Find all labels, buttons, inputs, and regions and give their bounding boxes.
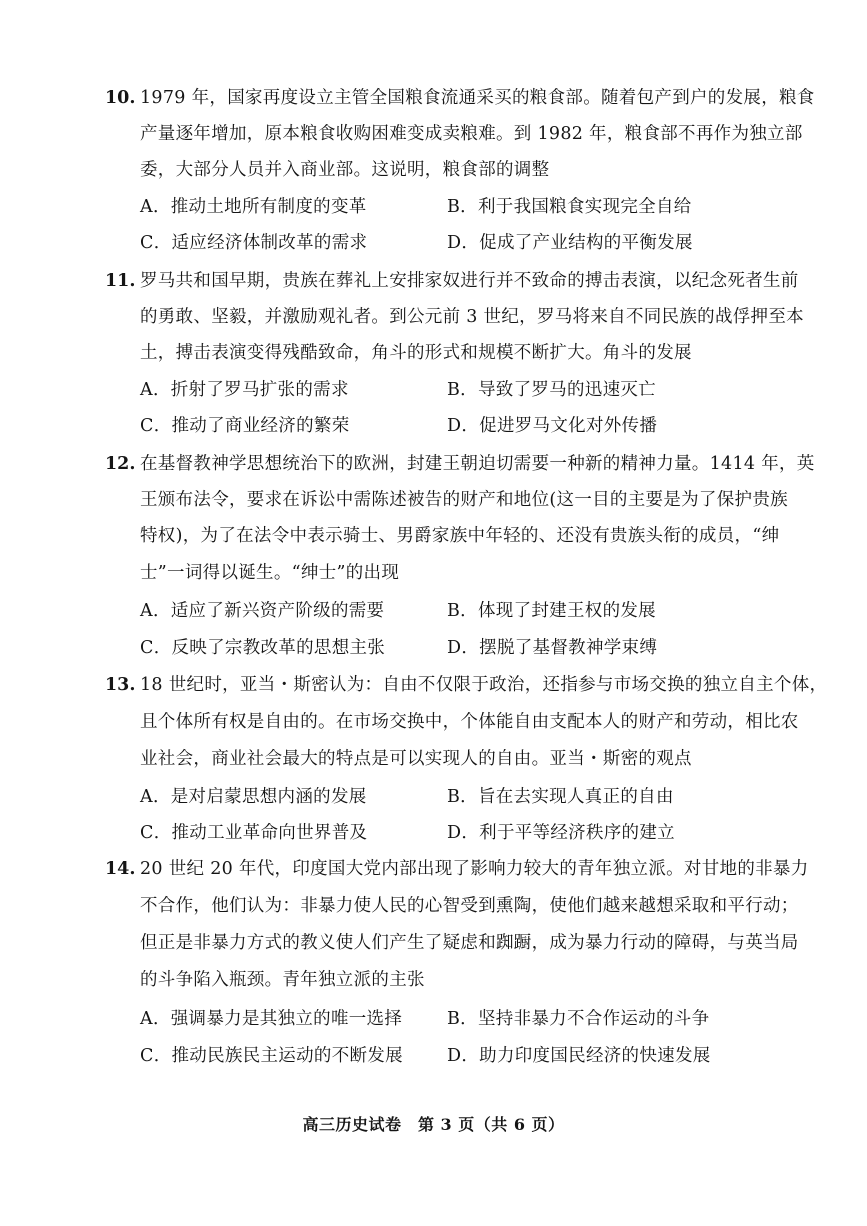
question-number: 14. xyxy=(105,859,136,879)
question-stem-line: 土，搏击表演变得残酷致命，角斗的形式和规模不断扩大。角斗的发展 xyxy=(140,343,692,363)
option-a: A．推动土地所有制度的变革 xyxy=(140,197,367,217)
option-d: D．助力印度国民经济的快速发展 xyxy=(447,1046,711,1066)
question-stem-line: 特权)，为了在法令中表示骑士、男爵家族中年轻的、还没有贵族头衔的成员，“绅 xyxy=(140,526,780,546)
question-stem-line: 罗马共和国早期，贵族在葬礼上安排家奴进行并不致命的搏击表演，以纪念死者生前 xyxy=(140,271,799,291)
question-number: 12. xyxy=(105,454,136,474)
question-stem-line: 士”一词得以诞生。“绅士”的出现 xyxy=(140,563,400,583)
option-a: A．是对启蒙思想内涵的发展 xyxy=(140,787,367,807)
option-c: C．推动民族民主运动的不断发展 xyxy=(140,1046,403,1066)
option-b: B．体现了封建王权的发展 xyxy=(447,601,656,621)
question-stem-line: 在基督教神学思想统治下的欧洲，封建王朝迫切需要一种新的精神力量。1414 年，英 xyxy=(140,454,815,474)
option-b: B．利于我国粮食实现完全自给 xyxy=(447,197,692,217)
option-a: A．适应了新兴资产阶级的需要 xyxy=(140,601,385,621)
question-stem-line: 且个体所有权是自由的。在市场交换中，个体能自由支配本人的财产和劳动，相比农 xyxy=(140,712,799,732)
question-stem-line: 18 世纪时，亚当・斯密认为：自由不仅限于政治，还指参与市场交换的独立自主个体， xyxy=(140,675,828,695)
question-number: 11. xyxy=(105,271,136,291)
option-d: D．促进罗马文化对外传播 xyxy=(447,416,658,436)
option-d: D．摆脱了基督教神学束缚 xyxy=(447,638,658,658)
question-stem-line: 1979 年，国家再度设立主管全国粮食流通采买的粮食部。随着包产到户的发展，粮食 xyxy=(140,88,815,108)
option-a: A．强调暴力是其独立的唯一选择 xyxy=(140,1009,403,1029)
question-stem-line: 的斗争陷入瓶颈。青年独立派的主张 xyxy=(140,970,425,990)
question-stem-line: 但正是非暴力方式的教义使人们产生了疑虑和踟蹰，成为暴力行动的障碍，与英当局 xyxy=(140,933,799,953)
option-c: C．适应经济体制改革的需求 xyxy=(140,233,368,253)
question-stem-line: 王颁布法令，要求在诉讼中需陈述被告的财产和地位(这一目的主要是为了保护贵族 xyxy=(140,490,788,510)
option-c: C．反映了宗教改革的思想主张 xyxy=(140,638,386,658)
option-c: C．推动了商业经济的繁荣 xyxy=(140,416,350,436)
question-stem-line: 委，大部分人员并入商业部。这说明，粮食部的调整 xyxy=(140,160,550,180)
question-stem-line: 业社会，商业社会最大的特点是可以实现人的自由。亚当・斯密的观点 xyxy=(140,749,692,769)
option-a: A．折射了罗马扩张的需求 xyxy=(140,380,349,400)
question-stem-line: 不合作，他们认为：非暴力使人民的心智受到熏陶，使他们越来越想采取和平行动； xyxy=(140,896,799,916)
question-number: 10. xyxy=(105,88,136,108)
option-b: B．旨在去实现人真正的自由 xyxy=(447,787,674,807)
option-b: B．导致了罗马的迅速灭亡 xyxy=(447,380,656,400)
question-stem-line: 的勇敢、坚毅，并激励观礼者。到公元前 3 世纪，罗马将来自不同民族的战俘押至本 xyxy=(140,307,804,327)
option-b: B．坚持非暴力不合作运动的斗争 xyxy=(447,1009,710,1029)
page-footer: 高三历史试卷 第 3 页（共 6 页） xyxy=(302,1115,565,1134)
question-number: 13. xyxy=(105,675,136,695)
question-stem-line: 20 世纪 20 年代，印度国大党内部出现了影响力较大的青年独立派。对甘地的非暴力 xyxy=(140,859,809,879)
question-stem-line: 产量逐年增加，原本粮食收购困难变成卖粮难。到 1982 年，粮食部不再作为独立部 xyxy=(140,124,803,144)
option-d: D．利于平等经济秩序的建立 xyxy=(447,823,675,843)
option-c: C．推动工业革命向世界普及 xyxy=(140,823,368,843)
option-d: D．促成了产业结构的平衡发展 xyxy=(447,233,693,253)
